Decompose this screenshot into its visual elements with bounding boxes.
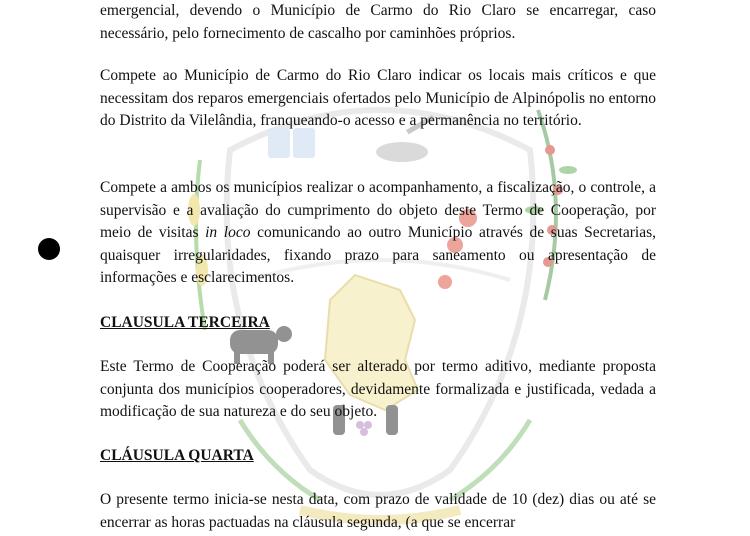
paragraph-4: Este Termo de Cooperação poderá ser alterado por termo aditivo, mediante proposta conjunta dos municípios cooperadores, devidamente formalizada e justificada, vedada a modificação de sua natureza e do seu objeto.	[100, 358, 656, 420]
paragraph-3-text-a: Compete a ambos os municípios realizar o acompanhamento, a fiscalização, o controle, a supervisão e a avaliação do cumprimento do objeto deste Termo de Cooperação, por meio de visitas	[100, 179, 656, 241]
paragraph-3-italic: in loco	[205, 224, 251, 241]
paragraph-3-text-b: comunicando ao outro Município através de suas Secretarias, quaisquer irregularidades, fixando prazo para saneamento ou apresentação de informações e esclarecimentos.	[100, 224, 656, 286]
paragraph-1-line-2: necessário, pelo fornecimento de cascalho por caminhões próprios.	[100, 24, 516, 42]
paragraph-2: Compete ao Município de Carmo do Rio Claro indicar os locais mais críticos e que necessitam dos reparos emergenciais ofertados pelo Município de Alpinópolis no entorno do Distrito da Vilelândia, franqueando-o acesso e a permanência no território.	[100, 67, 656, 129]
law-tablets-icon	[268, 128, 315, 158]
paragraph-3	[100, 177, 656, 290]
bullet-dot	[38, 238, 60, 260]
paragraph-1	[100, 0, 656, 45]
section-heading-quarta: CLÁUSULA QUARTA	[100, 447, 254, 464]
paragraph-1-line-1: emergencial, devendo o Município de Carmo do Rio Claro se encarregar, caso	[100, 2, 656, 19]
section-heading-terceira: CLAUSULA TERCEIRA	[100, 314, 270, 331]
paragraph-5: O presente termo inicia-se nesta data, com prazo de validade de 10 (dez) dias ou até se encerrar as horas pactuadas na cláusula segunda, (a que se encerrar	[100, 491, 656, 531]
laurel-right	[450, 420, 530, 500]
